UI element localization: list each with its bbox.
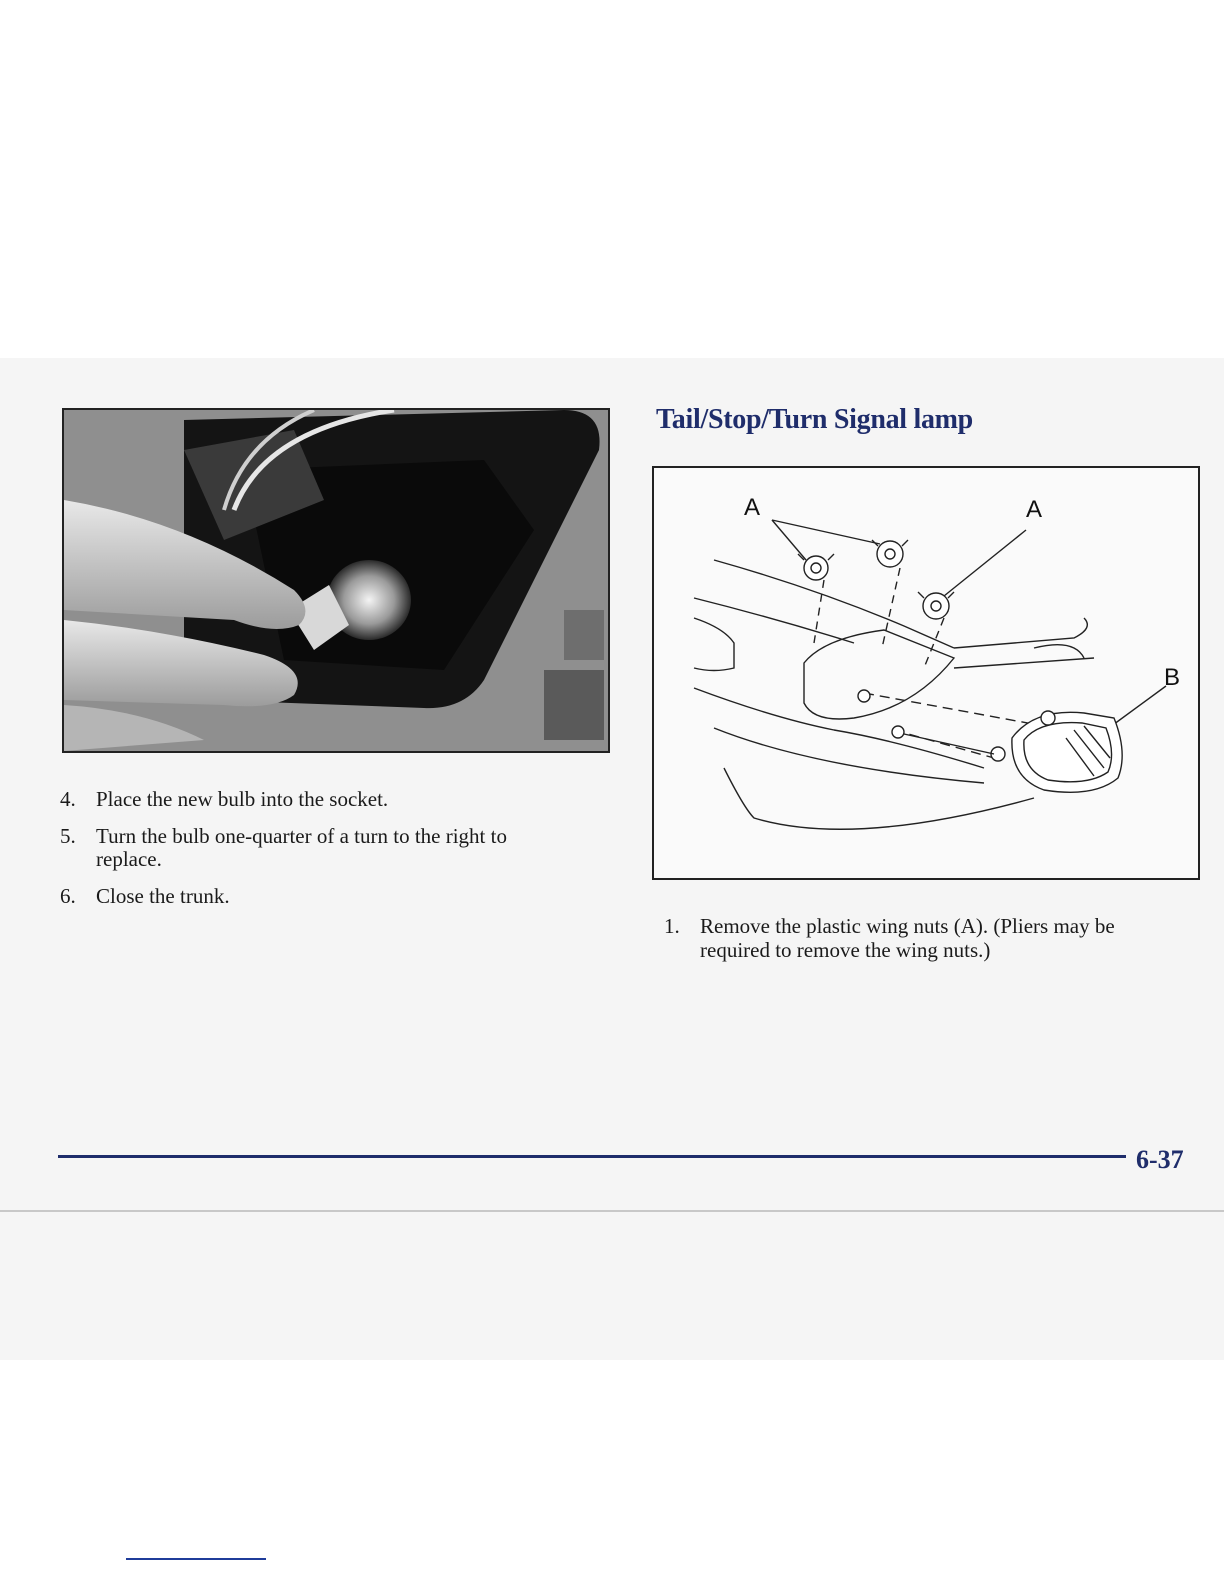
- label-b: B: [1164, 664, 1181, 691]
- step-text: Close the trunk.: [96, 884, 230, 908]
- step-text: Turn the bulb one-quarter of a turn to the right to replace.: [96, 824, 507, 871]
- right-steps-list: [664, 914, 1184, 976]
- section-title: Tail/Stop/Turn Signal lamp: [656, 404, 973, 435]
- tail-lamp-diagram: [652, 466, 1200, 880]
- left-steps-list: [60, 788, 560, 922]
- step-number: 5.: [60, 824, 76, 848]
- list-item: [60, 825, 560, 871]
- label-a-right: A: [1026, 496, 1043, 523]
- step-text: Remove the plastic wing nuts (A). (Pliers may be required to remove the wing nuts.): [700, 914, 1115, 962]
- list-item: [664, 914, 1184, 962]
- list-item: [60, 885, 560, 908]
- bottom-link-underline: [126, 1558, 266, 1560]
- footer-rule: [58, 1155, 1126, 1158]
- step-number: 6.: [60, 884, 76, 908]
- bulb-socket-photo: [62, 408, 610, 753]
- step-text: Place the new bulb into the socket.: [96, 787, 389, 811]
- band-divider: [0, 1210, 1224, 1212]
- label-a-left: A: [744, 494, 761, 521]
- step-number: 4.: [60, 787, 76, 811]
- step-number: 1.: [664, 914, 680, 938]
- list-item: [60, 788, 560, 811]
- page-number: 6-37: [1136, 1145, 1184, 1174]
